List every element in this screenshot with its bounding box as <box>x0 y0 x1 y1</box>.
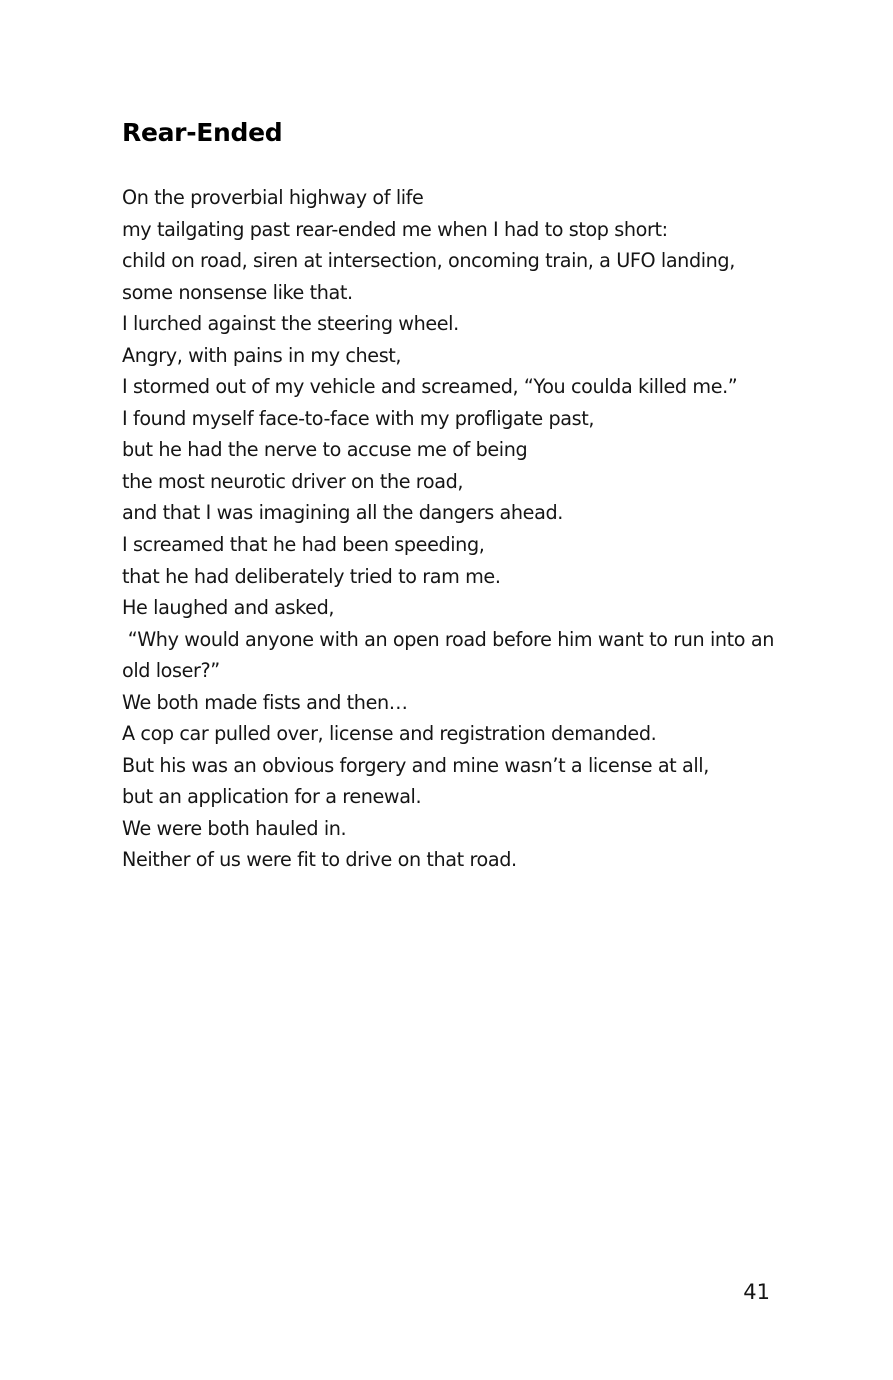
poem-line: “Why would anyone with an open road before him want to run into an <box>122 627 774 651</box>
poem-line: Neither of us were fit to drive on that road. <box>122 848 517 872</box>
poem-line: my tailgating past rear-ended me when I had to stop short: <box>122 217 668 241</box>
poem-line: but he had the nerve to accuse me of being <box>122 438 528 462</box>
poem-line: old loser?” <box>122 659 220 683</box>
poem-line: I found myself face-to-face with my profligate past, <box>122 406 595 430</box>
poem-line: We both made fists and then… <box>122 690 408 714</box>
page-number: 41 <box>743 1280 770 1304</box>
poem-line: I lurched against the steering wheel. <box>122 312 459 336</box>
poem-line: He laughed and asked, <box>122 596 335 620</box>
poem-line: I stormed out of my vehicle and screamed, “You coulda killed me.” <box>122 375 738 399</box>
poem-line: but an application for a renewal. <box>122 785 422 809</box>
poem-line: that he had deliberately tried to ram me. <box>122 564 501 588</box>
poem-line: We were both hauled in. <box>122 816 347 840</box>
poem-line: Angry, with pains in my chest, <box>122 343 402 367</box>
poem-line: child on road, siren at intersection, oncoming train, a UFO landing, <box>122 249 735 273</box>
poem-line: and that I was imagining all the dangers ahead. <box>122 501 563 525</box>
poem-line: On the proverbial highway of life <box>122 186 424 209</box>
poem-line: A cop car pulled over, license and registration demanded. <box>122 722 657 746</box>
poem-line: some nonsense like that. <box>122 280 353 304</box>
poem-line: But his was an obvious forgery and mine wasn’t a license at all, <box>122 753 709 777</box>
poem-title: Rear-Ended <box>122 118 283 147</box>
poem-line: I screamed that he had been speeding, <box>122 533 485 557</box>
poem-body <box>122 182 822 876</box>
poem-line: the most neurotic driver on the road, <box>122 469 464 493</box>
